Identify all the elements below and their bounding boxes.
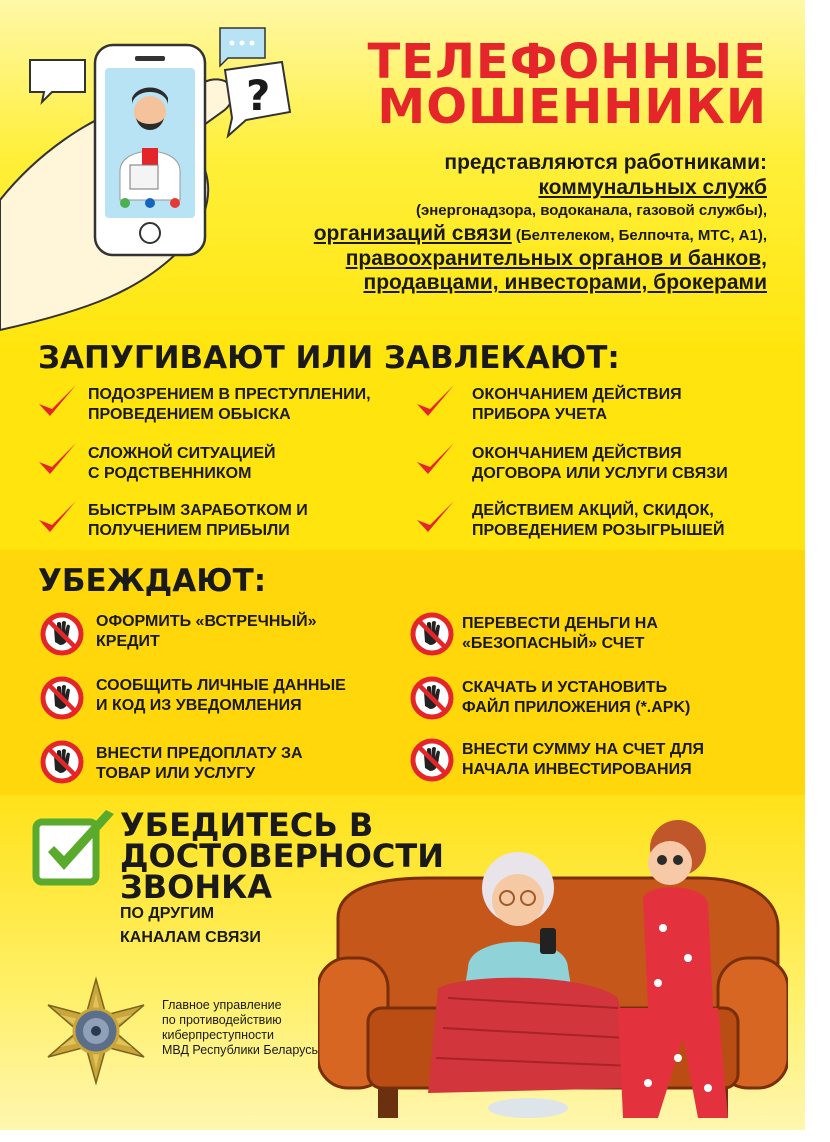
check-icon <box>414 382 456 422</box>
mvd-emblem-icon <box>40 975 152 1087</box>
intro-comms: организаций связи <box>313 222 512 245</box>
issuing-organization: Главное управление по противодействию киберпреступности МВД Республики Беларусь <box>162 998 319 1057</box>
persuade-item: ВНЕСТИ ПРЕДОПЛАТУ ЗА ТОВАР ИЛИ УСЛУГУ <box>96 745 303 782</box>
stop-hand-icon <box>410 676 454 720</box>
stop-hand-icon <box>40 676 84 720</box>
intro-lead: представляются работниками: <box>444 151 767 174</box>
verify-heading: УБЕДИТЕСЬ В ДОСТОВЕРНОСТИ ЗВОНКА <box>120 806 444 906</box>
stop-hand-icon <box>40 740 84 784</box>
persuade-item: ОФОРМИТЬ «ВСТРЕЧНЫЙ» КРЕДИТ <box>96 613 317 650</box>
title-line-1: ТЕЛЕФОННЫЕ <box>367 34 767 90</box>
green-checkbox-icon <box>32 808 118 888</box>
scare-item: ОКОНЧАНИЕМ ДЕЙСТВИЯ ПРИБОРА УЧЕТА <box>472 386 682 423</box>
persuade-heading: УБЕЖДАЮТ: <box>38 563 267 599</box>
intro-communal-note: (энергонадзора, водоканала, газовой службы), <box>415 202 767 219</box>
intro-sellers: продавцами, инвесторами, брокерами <box>363 271 767 294</box>
persuade-item: ВНЕСТИ СУММУ НА СЧЕТ ДЛЯ НАЧАЛА ИНВЕСТИРОВАНИЯ <box>462 741 704 778</box>
phone-call-illustration <box>0 0 330 340</box>
title-line-2: МОШЕННИКИ <box>377 79 767 135</box>
intro-law: правоохранительных органов и банков, <box>345 247 767 270</box>
intro-communal: коммунальных служб <box>538 176 767 199</box>
scare-heading: ЗАПУГИВАЮТ ИЛИ ЗАВЛЕКАЮТ: <box>38 340 620 376</box>
stop-hand-icon <box>410 738 454 782</box>
scare-item: ПОДОЗРЕНИЕМ В ПРЕСТУПЛЕНИИ, ПРОВЕДЕНИЕМ ОБЫСКА <box>88 386 371 423</box>
persuade-item: СКАЧАТЬ И УСТАНОВИТЬ ФАЙЛ ПРИЛОЖЕНИЯ (*.APK) <box>462 679 691 716</box>
intro-comms-note: (Белтелеком, Белпочта, МТС, А1), <box>511 227 767 244</box>
scare-item: БЫСТРЫМ ЗАРАБОТКОМ И ПОЛУЧЕНИЕМ ПРИБЫЛИ <box>88 502 308 539</box>
svg-text:?: ? <box>246 71 271 120</box>
check-icon <box>36 440 78 480</box>
stop-hand-icon <box>40 612 84 656</box>
check-icon <box>36 382 78 422</box>
verify-subtext: ПО ДРУГИМ КАНАЛАМ СВЯЗИ <box>120 905 261 946</box>
check-icon <box>36 498 78 538</box>
check-icon <box>414 440 456 480</box>
impersonation-intro <box>314 150 767 295</box>
persuade-item: ПЕРЕВЕСТИ ДЕНЬГИ НА «БЕЗОПАСНЫЙ» СЧЕТ <box>462 615 658 652</box>
scare-item: СЛОЖНОЙ СИТУАЦИЕЙ С РОДСТВЕННИКОМ <box>88 445 276 482</box>
persuade-item: СООБЩИТЬ ЛИЧНЫЕ ДАННЫЕ И КОД ИЗ УВЕДОМЛЕНИЯ <box>96 677 346 714</box>
poster-title <box>367 34 767 135</box>
scare-item: ДЕЙСТВИЕМ АКЦИЙ, СКИДОК, ПРОВЕДЕНИЕМ РОЗЫГРЫШЕЙ <box>472 502 725 539</box>
grandmother-granddaughter-illustration <box>318 808 788 1128</box>
check-icon <box>414 498 456 538</box>
stop-hand-icon <box>410 612 454 656</box>
scare-item: ОКОНЧАНИЕМ ДЕЙСТВИЯ ДОГОВОРА ИЛИ УСЛУГИ СВЯЗИ <box>472 445 728 482</box>
